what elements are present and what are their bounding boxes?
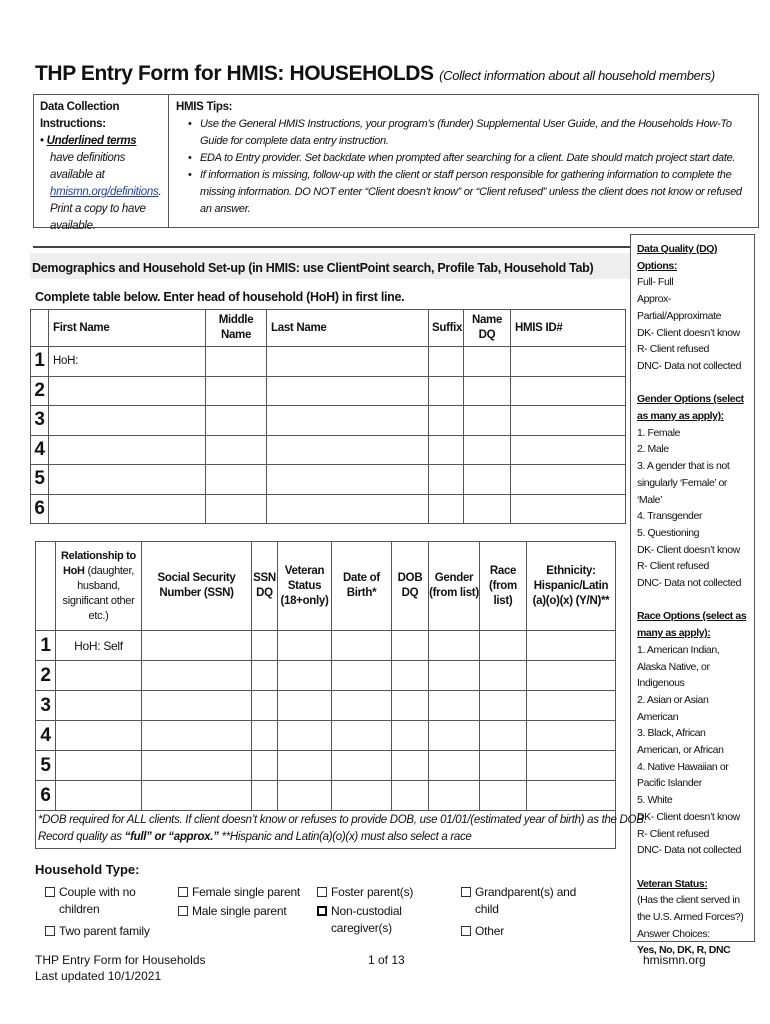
race-item: 5. White: [637, 794, 673, 807]
col-ethnicity: Ethnicity: Hispanic/Latin (a)(o)(x) (Y/N)**: [527, 542, 616, 631]
gender-item: 2. Male: [637, 443, 669, 456]
checkbox: [45, 887, 55, 897]
instructions-heading: Data Collection Instructions:: [40, 101, 120, 130]
race-item: 1. American Indian, Alaska Native, or Indigenous: [637, 643, 720, 690]
instructions-box: [33, 94, 759, 232]
gender-item: 5. Questioning: [637, 526, 700, 539]
col-first-name: First Name: [49, 310, 206, 347]
col-ssn: Social Security Number (SSN): [142, 542, 252, 631]
tip-item: • If information is missing, follow-up with the client or staff person responsible for gathering information to complete the missing information. DO NOT enter “Client doesn’t know” or “Client refused” unless the client does not know or refused an answer.: [188, 167, 752, 218]
race-item: 4. Native Hawaiian or Pacific Islander: [637, 760, 729, 790]
gender-item: 3. A gender that is not singularly ‘Female’ or ‘Male’: [637, 460, 730, 506]
tip-item: • EDA to Entry provider. Set backdate when prompted after searching for a client. Date should match project start date.: [188, 150, 752, 167]
race-item: 2. Asian or Asian American: [637, 693, 709, 723]
household-type-heading: Household Type:: [35, 862, 140, 877]
race-item: DK- Client doesn’t know: [637, 810, 740, 823]
dq-item: R- Client refused: [637, 343, 709, 356]
veteran-text: (Has the client served in the U.S. Armed Forces?) Answer Choices:: [637, 894, 744, 940]
table-row: 6: [31, 494, 626, 524]
gender-item: R- Client refused: [637, 560, 709, 573]
col-hmis-id: HMIS ID#: [511, 310, 626, 347]
demographics-table: [35, 541, 616, 849]
option-grandparent[interactable]: Grandparent(s) and child: [461, 884, 590, 918]
option-two-parent[interactable]: Two parent family: [45, 923, 150, 940]
race-item: R- Client refused: [637, 827, 709, 840]
dq-item: DNC- Data not collected: [637, 359, 742, 372]
col-dob-dq: DOB DQ: [392, 542, 429, 631]
checkbox: [461, 887, 471, 897]
race-item: 3. Black, African American, or African: [637, 727, 724, 757]
col-race: Race (from list): [480, 542, 527, 631]
page-title: THP Entry Form for HMIS: HOUSEHOLDS (Collect information about all household members): [35, 62, 715, 85]
page-number: 1 of 13: [368, 953, 405, 967]
dq-item: DK- Client doesn’t know: [637, 326, 740, 339]
checkbox: [317, 887, 327, 897]
race-heading: Race Options (select as many as apply):: [637, 610, 747, 640]
race-item: DNC- Data not collected: [637, 844, 742, 857]
table-row: 3: [36, 691, 616, 721]
col-gender: Gender (from list): [429, 542, 480, 631]
option-male-single[interactable]: Male single parent: [178, 903, 286, 920]
table-row: 3: [31, 406, 626, 436]
col-suffix: Suffix: [429, 310, 464, 347]
section-subheading: Complete table below. Enter head of household (HoH) in first line.: [35, 290, 405, 304]
table-row: 1 HoH: Self: [36, 631, 616, 661]
dq-item: Approx- Partial/Approximate: [637, 293, 722, 322]
option-non-custodial[interactable]: Non-custodial caregiver(s): [317, 903, 411, 937]
table-row: 5: [31, 465, 626, 495]
options-sidebar: [630, 234, 755, 957]
footer-form-name: THP Entry Form for Households: [35, 953, 206, 967]
col-middle-name: Middle Name: [206, 310, 267, 347]
tip-item: • Use the General HMIS Instructions, your program’s (funder) Supplemental User Guide, and the Households How-To Guide for complete data entry instruction.: [188, 116, 752, 150]
col-name-dq: Name DQ: [464, 310, 511, 347]
dob-footnote: *DOB required for ALL clients. If client doesn’t know or refuses to provide DOB, use 01/01/(estimated year of birth) as the DOB. Record quality as “full” or “approx.” **Hispanic and Latin(a)(o)(x) must also select a race: [38, 814, 647, 843]
checkbox: [178, 906, 188, 916]
gender-item: 4. Transgender: [637, 510, 703, 523]
footer-updated: Last updated 10/1/2021: [35, 969, 162, 983]
veteran-choices: Yes, No, DK, R, DNC: [637, 944, 731, 957]
checkbox: [317, 906, 327, 916]
table-row: 6: [36, 781, 616, 811]
tips-heading: HMIS Tips:: [176, 101, 233, 113]
divider: [33, 246, 631, 248]
option-other[interactable]: Other: [461, 923, 504, 940]
hoh-cell: HoH:: [49, 347, 206, 377]
table-row: 2: [36, 661, 616, 691]
table-row: 5: [36, 751, 616, 781]
col-dob: Date of Birth*: [332, 542, 392, 631]
gender-item: 1. Female: [637, 426, 681, 439]
definitions-link[interactable]: hmismn.org/definitions: [50, 186, 159, 198]
option-foster[interactable]: Foster parent(s): [317, 884, 413, 901]
checkbox: [461, 926, 471, 936]
table-row: 2: [31, 376, 626, 406]
col-ssn-dq: SSN DQ: [252, 542, 278, 631]
names-table: [30, 309, 626, 524]
title-note: (Collect information about all household members): [439, 68, 715, 83]
dq-heading: Data Quality (DQ) Options:: [637, 243, 718, 272]
hoh-self-cell: HoH: Self: [56, 631, 142, 661]
gender-item: DNC- Data not collected: [637, 577, 742, 590]
hmis-tips: [170, 95, 758, 222]
dq-item: Full- Full: [637, 276, 674, 289]
gender-item: DK- Client doesn’t know: [637, 543, 740, 556]
section-heading: Demographics and Household Set-up (in HMIS: use ClientPoint search, Profile Tab, Household Tab): [30, 253, 630, 279]
checkbox: [45, 926, 55, 936]
col-relationship: Relationship to HoH (daughter, husband, significant other etc.): [56, 542, 142, 631]
veteran-heading: Veteran Status:: [637, 877, 708, 890]
checkbox: [178, 887, 188, 897]
data-collection-instructions: [34, 95, 169, 232]
table-row: 4: [31, 435, 626, 465]
col-last-name: Last Name: [267, 310, 429, 347]
footer-left: [35, 952, 206, 984]
gender-heading: Gender Options (select as many as apply):: [637, 393, 744, 423]
table-row: 1 HoH:: [31, 347, 626, 377]
instructions-text: • Underlined terms have definitions available at hmismn.org/definitions. Print a copy to have available.: [40, 135, 162, 232]
option-couple[interactable]: Couple with no children: [45, 884, 154, 918]
col-veteran: Veteran Status (18+only): [278, 542, 332, 631]
footer-site: hmismn.org: [643, 953, 706, 967]
table-row: 4: [36, 721, 616, 751]
option-female-single[interactable]: Female single parent: [178, 884, 300, 901]
